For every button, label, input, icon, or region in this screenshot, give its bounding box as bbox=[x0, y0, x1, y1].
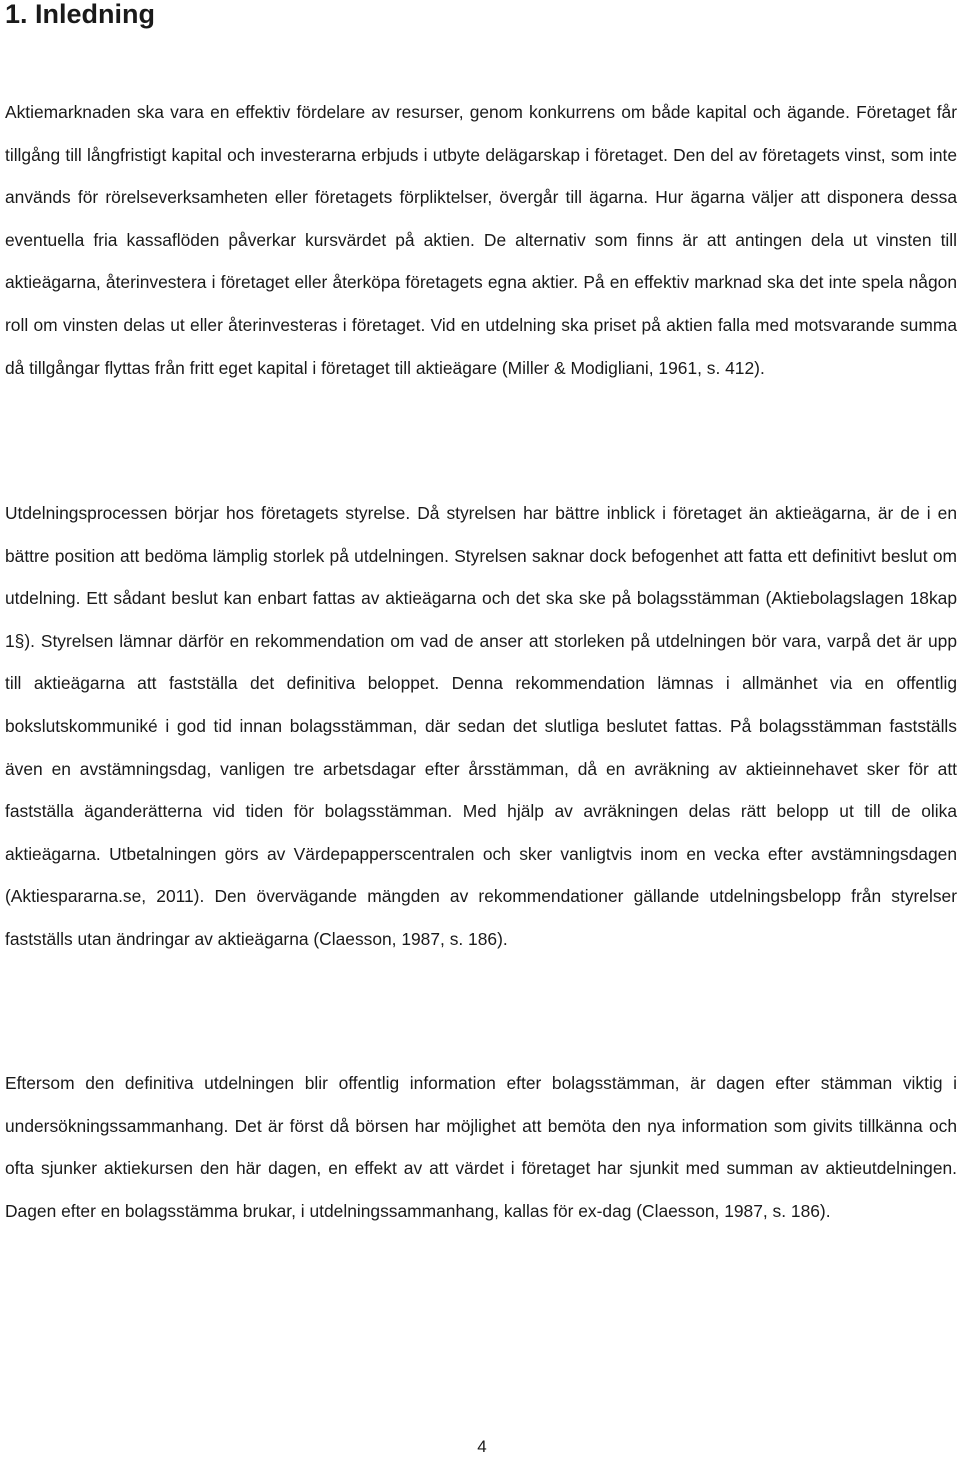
section-heading: 1. Inledning bbox=[5, 0, 156, 29]
paragraph-dividend-process: Utdelningsprocessen börjar hos företagets styrelse. Då styrelsen har bättre inblick i företaget än aktieägarna, är de i en bättre position att bedöma lämplig storlek på utdelningen. Styrelsen saknar dock befogenhet att fatta ett definitivt beslut om utdelning. Ett sådant beslut kan enbart fattas av aktieägarna och det ska ske på bolagsstämman (Aktiebolagslagen 18kap 1§). Styrelsen lämnar därför en rekommendation om vad de anser att storleken på utdelningen bör vara, varpå det är upp till aktieägarna att fastställa det definitiva beloppet. Denna rekommendation lämnas i allmänhet via en offentlig bokslutskommuniké i god tid innan bolagsstämman, där sedan det slutliga beslutet fattas. På bolagsstämman fastställs även en avstämningsdag, vanligen tre arbetsdagar efter årsstämman, då en avräkning av aktieinnehavet sker för att fastställa äganderätterna vid tiden för bolagsstämman. Med hjälp av avräkningen delas rätt belopp ut till de olika aktieägarna. Utbetalningen görs av Värdepapperscentralen och sker vanligtvis inom en vecka efter avstämningsdagen (Aktiespararna.se, 2011). Den övervägande mängden av rekommendationer gällande utdelningsbelopp från styrelser fastställs utan ändringar av aktieägarna (Claesson, 1987, s. 186). bbox=[5, 503, 957, 949]
paragraph-ex-day: Eftersom den definitiva utdelningen blir offentlig information efter bolagsstämman, är dagen efter stämman viktig i undersökningssammanhang. Det är först då börsen har möjlighet att bemöta den nya information som givits tillkänna och ofta sjunker aktiekursen den här dagen, en effekt av att värdet i företaget har sjunkit med summan av aktieutdelningen. Dagen efter en bolagsstämma brukar, i utdelningssammanhang, kallas för ex-dag (Claesson, 1987, s. 186). bbox=[5, 1073, 957, 1221]
paragraph-intro: Aktiemarknaden ska vara en effektiv fördelare av resurser, genom konkurrens om både kapital och ägande. Företaget får tillgång till långfristigt kapital och investerarna erbjuds i utbyte delägarskap i företaget. Den del av företagets vinst, som inte används för rörelseverksamheten eller företagets förpliktelser, övergår till ägarna. Hur ägarna väljer att disponera dessa eventuella fria kassaflöden påverkar kursvärdet på aktien. De alternativ som finns är att antingen dela ut vinsten till aktieägarna, återinvestera i företaget eller återköpa företagets egna aktier. På en effektiv marknad ska det inte spela någon roll om vinsten delas ut eller återinvesteras i företaget. Vid en utdelning ska priset på aktien falla med motsvarande summa då tillgångar flyttas från fritt eget kapital i företaget till aktieägare (Miller & Modigliani, 1961, s. 412). bbox=[5, 102, 957, 378]
page-number: 4 bbox=[477, 1437, 487, 1456]
